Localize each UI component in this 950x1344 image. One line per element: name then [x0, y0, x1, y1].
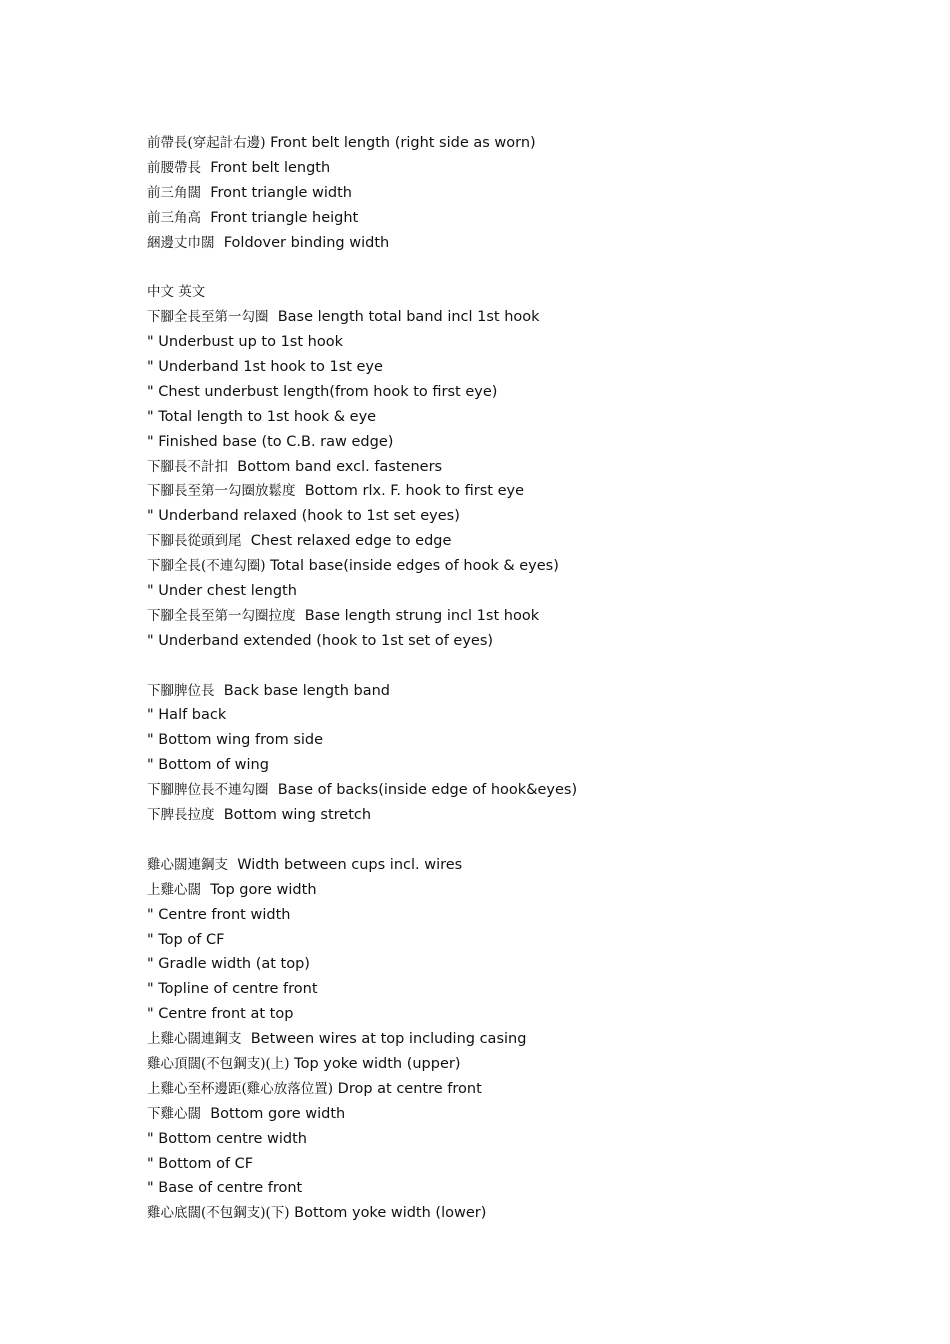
term-line [147, 878, 847, 903]
term-line [147, 1201, 847, 1226]
term-line [147, 305, 847, 330]
english-term: " Underband extended (hook to 1st set of eyes) [147, 632, 494, 649]
chinese-term: 綑邊丈巾闊 [147, 234, 215, 251]
english-term: " Centre front at top [147, 1006, 294, 1023]
term-line [147, 181, 847, 206]
term-line [147, 853, 847, 878]
term-line [147, 1102, 847, 1127]
term-line [147, 280, 847, 305]
english-term: Bottom band excl. fasteners [228, 458, 443, 475]
term-line [147, 1176, 847, 1201]
english-term: Front triangle height [201, 209, 359, 226]
english-term: " Bottom wing from side [147, 732, 324, 749]
english-term: " Under chest length [147, 583, 297, 600]
english-term: " Total length to 1st hook & eye [147, 408, 377, 425]
chinese-term: 前三角闊 [147, 184, 201, 201]
english-term: Between wires at top including casing [241, 1031, 527, 1048]
chinese-term: 前帶長(穿起計右邊) [147, 135, 266, 151]
term-line [147, 977, 847, 1002]
term-line [147, 1077, 847, 1102]
chinese-term: 下腳脾位長不連勾圈 [147, 782, 269, 799]
term-line [147, 330, 847, 355]
english-term: Top yoke width (upper) [289, 1055, 461, 1072]
english-term: Base length total band incl 1st hook [268, 309, 540, 326]
english-term: " Underbust up to 1st hook [147, 334, 343, 351]
english-term: " Topline of centre front [147, 981, 318, 998]
term-line [147, 1052, 847, 1077]
english-term: Foldover binding width [214, 234, 390, 251]
term-line [147, 455, 847, 480]
english-term: " Gradle width (at top) [147, 956, 310, 973]
english-term: " Chest underbust length(from hook to first eye) [147, 383, 498, 400]
english-term: Front belt length [201, 159, 331, 176]
english-term: Base length strung incl 1st hook [295, 607, 540, 624]
term-line [147, 703, 847, 728]
english-term: " Base of centre front [147, 1180, 303, 1197]
term-line [147, 405, 847, 430]
term-line [147, 1127, 847, 1152]
chinese-term: 下雞心闊 [147, 1105, 201, 1122]
english-term: Width between cups incl. wires [228, 856, 463, 873]
term-line [147, 903, 847, 928]
english-term: " Finished base (to C.B. raw edge) [147, 433, 394, 450]
chinese-term: 前三角高 [147, 209, 201, 226]
term-line [147, 1152, 847, 1177]
term-line [147, 355, 847, 380]
document-body [147, 131, 847, 1226]
term-line [147, 131, 847, 156]
chinese-term: 雞心闊連鋼支 [147, 856, 228, 873]
english-term: " Underband 1st hook to 1st eye [147, 359, 383, 376]
chinese-term: 雞心底闊(不包鋼支)(下) [147, 1205, 290, 1222]
term-line [147, 778, 847, 803]
term-line [147, 728, 847, 753]
english-term: Bottom wing stretch [214, 807, 372, 824]
term-line [147, 554, 847, 579]
english-term: Total base(inside edges of hook & eyes) [265, 558, 559, 575]
english-term: " Top of CF [147, 931, 225, 948]
term-line [147, 679, 847, 704]
term-line [147, 430, 847, 455]
english-term: Bottom yoke width (lower) [289, 1205, 487, 1222]
chinese-term: 下腳長從頭到尾 [147, 533, 242, 550]
english-term: Drop at centre front [333, 1080, 482, 1097]
chinese-term: 中文 英文 [147, 284, 206, 301]
chinese-term: 下脾長拉度 [147, 807, 215, 824]
chinese-term: 上雞心至杯邊距(雞心放落位置) [147, 1080, 334, 1097]
english-term: Back base length band [214, 682, 391, 699]
term-line [147, 629, 847, 654]
term-line [147, 1027, 847, 1052]
blank-line [147, 828, 847, 853]
english-term: " Bottom of wing [147, 757, 269, 774]
blank-line [147, 654, 847, 679]
term-line [147, 604, 847, 629]
chinese-term: 下腳全長至第一勾圈 [147, 309, 269, 326]
english-term: Base of backs(inside edge of hook&eyes) [268, 782, 578, 799]
english-term: " Half back [147, 707, 227, 724]
chinese-term: 下腳脾位長 [147, 682, 215, 699]
chinese-term: 上雞心闊 [147, 881, 201, 898]
term-line [147, 156, 847, 181]
term-line [147, 803, 847, 828]
english-term: Front triangle width [201, 184, 352, 201]
english-term: Chest relaxed edge to edge [241, 533, 452, 550]
english-term: Front belt length (right side as worn) [265, 135, 536, 151]
chinese-term: 雞心頂闊(不包鋼支)(上) [147, 1055, 290, 1072]
chinese-term: 下腳長至第一勾圈放鬆度 [147, 483, 296, 500]
english-term: " Bottom of CF [147, 1155, 254, 1172]
chinese-term: 下腳全長至第一勾圈拉度 [147, 607, 296, 624]
term-line [147, 928, 847, 953]
term-line [147, 206, 847, 231]
english-term: Bottom gore width [201, 1105, 346, 1122]
chinese-term: 下腳長不計扣 [147, 458, 228, 475]
blank-line [147, 255, 847, 280]
english-term: " Underband relaxed (hook to 1st set eyes) [147, 508, 460, 525]
chinese-term: 前腰帶長 [147, 159, 201, 176]
term-line [147, 380, 847, 405]
english-term: Top gore width [201, 881, 317, 898]
term-line [147, 579, 847, 604]
term-line [147, 1002, 847, 1027]
term-line [147, 952, 847, 977]
chinese-term: 上雞心闊連鋼支 [147, 1031, 242, 1048]
english-term: " Bottom centre width [147, 1130, 307, 1147]
term-line [147, 753, 847, 778]
english-term: " Centre front width [147, 906, 291, 923]
term-line [147, 529, 847, 554]
english-term: Bottom rlx. F. hook to first eye [295, 483, 525, 500]
term-line [147, 504, 847, 529]
term-line [147, 479, 847, 504]
term-line [147, 231, 847, 256]
chinese-term: 下腳全長(不連勾圈) [147, 558, 266, 575]
